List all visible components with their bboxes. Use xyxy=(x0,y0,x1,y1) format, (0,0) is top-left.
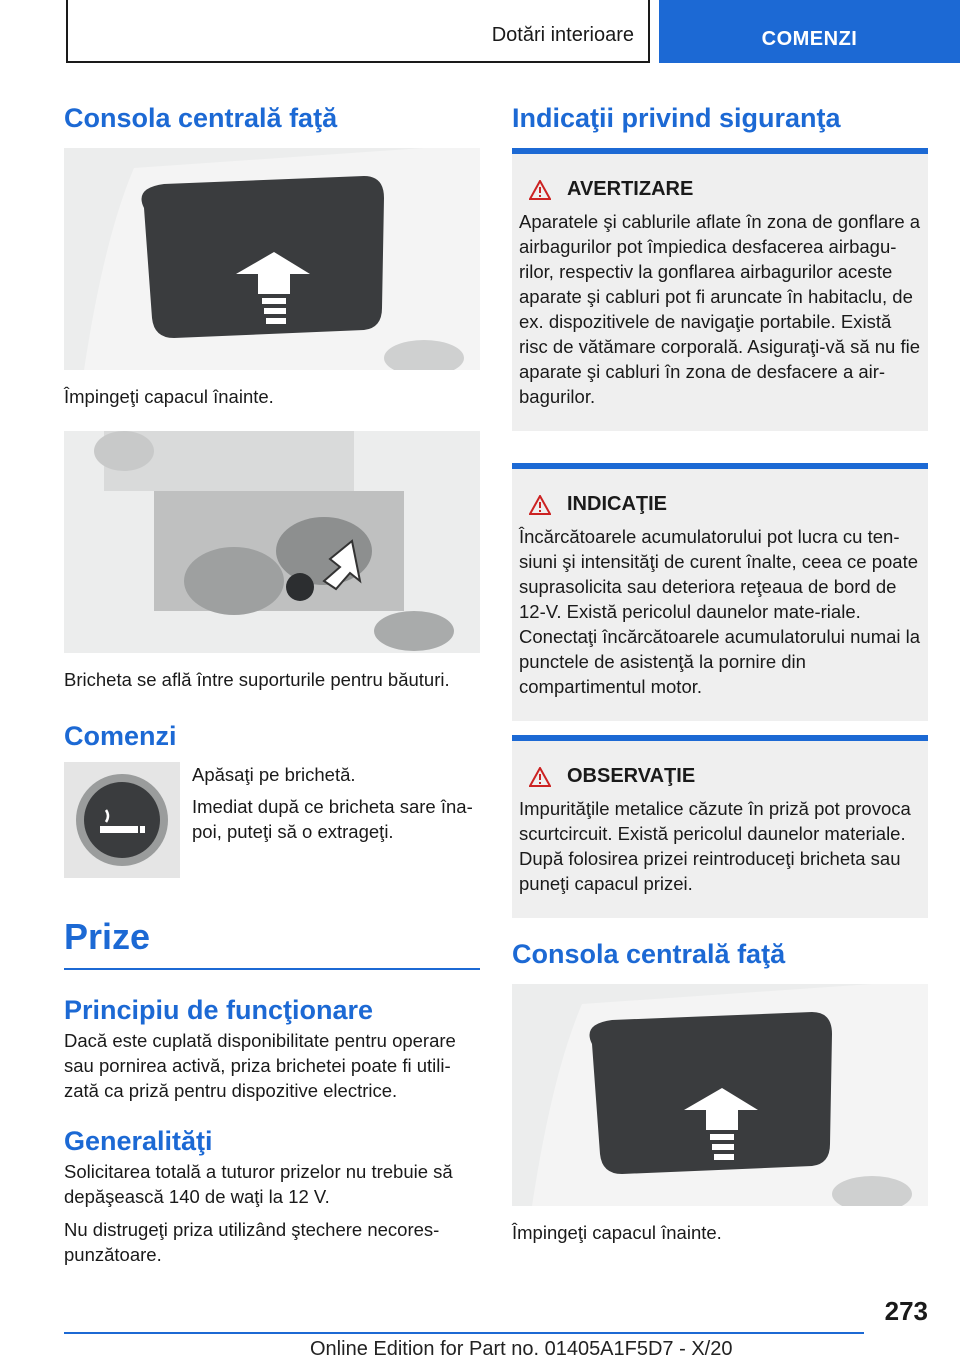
warning-triangle-icon xyxy=(529,495,551,515)
general-text-1: Solicitarea totală a tuturor prizelor nu trebuie să depăşească 140 de waţi la 12 V. xyxy=(64,1161,453,1207)
comenzi-step-press: Apăsaţi pe brichetă. xyxy=(192,764,356,785)
header-section-label: Dotări interioare xyxy=(491,24,634,46)
warning-box-indicatie xyxy=(512,463,928,721)
footer-edition: Online Edition for Part no. 01405A1F5D7 - X/20 xyxy=(310,1338,733,1360)
footer-rule xyxy=(64,1332,864,1334)
comenzi-step-extract: Imediat după ce bricheta sare îna-poi, puteţi să o extrageţi. xyxy=(192,796,473,842)
heading-principiu: Principiu de funcţionare xyxy=(64,995,374,1025)
console-cover-image-2 xyxy=(512,984,928,1206)
header-section-tab xyxy=(66,0,650,63)
comenzi-block xyxy=(64,762,480,878)
principiu-text: Dacă este cuplată disponibilitate pentru operare sau pornirea activă, priza brichetei poate fi utili-zată ca priză pentru dispozitive electrice. xyxy=(64,1030,456,1101)
heading-console: Consola centrală faţă xyxy=(64,103,338,133)
right-column xyxy=(512,100,928,1245)
warning-title-observatie: OBSERVAŢIE xyxy=(567,765,696,787)
warning-box-avertizare xyxy=(512,148,928,431)
heading-comenzi: Comenzi xyxy=(64,721,177,751)
console-cover-image xyxy=(64,148,480,370)
caption-push-cover-2: Împingeţi capacul înainte. xyxy=(512,1222,722,1243)
heading-prize: Prize xyxy=(64,916,151,957)
cigarette-lighter-icon xyxy=(72,770,172,870)
left-column xyxy=(64,100,480,1267)
heading-generalitati: Generalităţi xyxy=(64,1126,213,1156)
heading-console-2: Consola centrală faţă xyxy=(512,939,786,969)
caption-lighter-location: Bricheta se află între suporturile pentru băuturi. xyxy=(64,669,450,690)
warning-title-indicatie: INDICAŢIE xyxy=(567,493,667,515)
lighter-location-image xyxy=(64,431,480,653)
warning-triangle-icon xyxy=(529,767,551,787)
warning-box-observatie xyxy=(512,735,928,918)
warning-text-avertizare: Aparatele şi cablurile aflate în zona de gonflare a airbagurilor pot împiedica desfacerea airbagu-rilor, respectiv la gonflarea airbagurilor aceste aparate şi cabluri pot fi aruncate în habitaclu, de ex. dispozitivele de navigaţie portabile. Există risc de vătămare corporală. Asiguraţi-vă să nu fie aparate şi cabluri în zona de desfacere a air-bagurilor. xyxy=(519,211,921,407)
warning-title-avertizare: AVERTIZARE xyxy=(567,178,694,200)
caption-push-cover: Împingeţi capacul înainte. xyxy=(64,386,274,407)
page-number: 273 xyxy=(884,1296,928,1326)
warning-text-observatie: Impurităţile metalice căzute în priză pot provoca scurtcircuit. Există pericolul daunelor materiale. După folosirea prizei reintroduceţi bricheta sau puneţi capacul prizei. xyxy=(519,798,911,894)
header-chapter-tab xyxy=(659,0,960,63)
lighter-button-image xyxy=(64,762,180,878)
header-chapter-label: COMENZI xyxy=(761,28,858,50)
heading-safety: Indicaţii privind siguranţa xyxy=(512,103,841,133)
section-rule xyxy=(64,968,480,970)
warning-text-indicatie: Încărcătoarele acumulatorului pot lucra cu ten-siuni şi intensităţi de curent înalte, ceea ce poate suprasolicita sau deteriora reţeaua de bord de 12-V. Există pericolul daunelor mate-riale. Conectaţi încărcătoarele acumulatorului numai la punctele de asistenţă la pornire din compartimentul motor. xyxy=(519,526,921,697)
warning-triangle-icon xyxy=(529,180,551,200)
general-text-2: Nu distrugeţi priza utilizând ştechere necores-punzătoare. xyxy=(64,1219,440,1265)
